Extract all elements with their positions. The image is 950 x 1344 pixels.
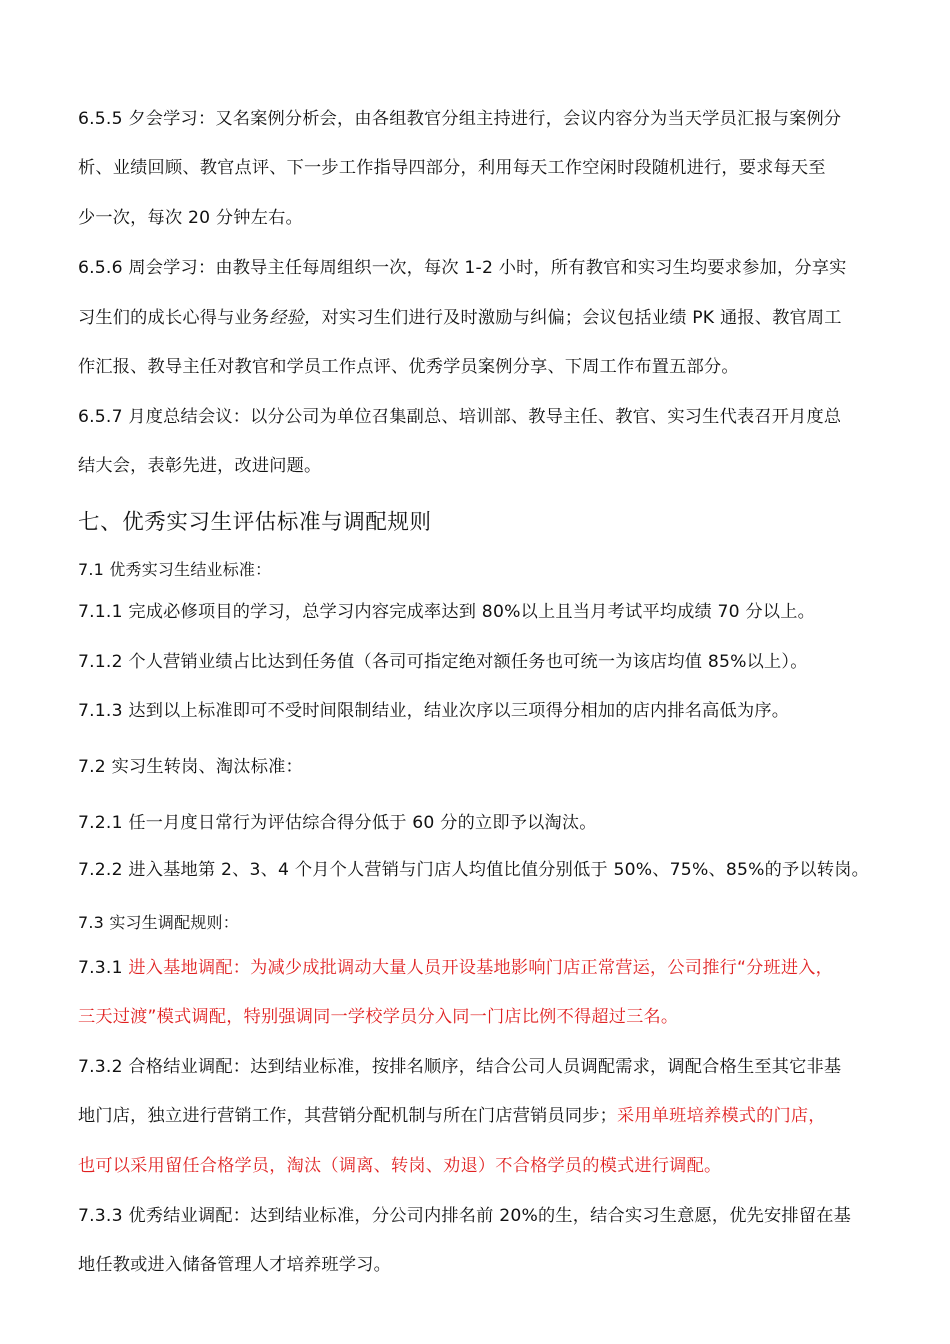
paragraph-6-5-5-line-1: 6.5.5 夕会学习：又名案例分析会，由各组教官分组主持进行，会议内容分为当天学员汇报与案例分 <box>78 109 842 129</box>
paragraph-6-5-7-line-2: 结大会，表彰先进，改进问题。 <box>78 456 322 476</box>
item-7-3-2-line-2 <box>78 1105 826 1127</box>
section-7-heading: 七、优秀实习生评估标准与调配规则 <box>78 510 432 535</box>
paragraph-6-5-6-line-3: 作汇报、教导主任对教官和学员工作点评、优秀学员案例分享、下周工作布置五部分。 <box>78 357 739 377</box>
highlighted-text: 进入基地调配：为减少成批调动大量人员开设基地影响门店正常营运，公司推行“分班进入， <box>128 958 834 978</box>
item-7-3-2-line-3: 也可以采用留任合格学员，淘汰（调离、转岗、劝退）不合格学员的模式进行调配。 <box>78 1156 722 1176</box>
item-7-1-3: 7.1.3 达到以上标准即可不受时间限制结业，结业次序以三项得分相加的店内排名高低为序。 <box>78 701 790 721</box>
paragraph-6-5-6-line-2 <box>78 307 842 329</box>
item-7-3-1-line-2: 三天过渡”模式调配，特别强调同一学校学员分入同一门店比例不得超过三名。 <box>78 1007 679 1027</box>
item-7-2-2: 7.2.2 进入基地第 2、3、4 个月个人营销与门店人均值比值分别低于 50%、75%、85%的予以转岗。 <box>78 860 869 880</box>
paragraph-6-5-5-line-2: 析、业绩回顾、教官点评、下一步工作指导四部分，利用每天工作空闲时段随机进行，要求每天至 <box>78 158 826 178</box>
subsection-7-1-title: 7.1 优秀实习生结业标准： <box>78 560 272 579</box>
item-7-3-2-line-1: 7.3.2 合格结业调配：达到结业标准，按排名顺序，结合公司人员调配需求，调配合格生至其它非基 <box>78 1057 842 1077</box>
subsection-7-3-title: 7.3 实习生调配规则： <box>78 913 239 932</box>
item-7-1-1: 7.1.1 完成必修项目的学习，总学习内容完成率达到 80%以上且当月考试平均成绩 70 分以上。 <box>78 602 816 622</box>
item-7-3-3-line-1: 7.3.3 优秀结业调配：达到结业标准，分公司内排名前 20%的生，结合实习生意愿，优先安排留在基 <box>78 1206 851 1226</box>
item-7-3-1-line-1 <box>78 957 833 979</box>
text-span: 地门店，独立进行营销工作，其营销分配机制与所在门店营销员同步； <box>78 1106 618 1126</box>
text-span: 对实习生们进行及时激励与纠偏；会议包括业绩 PK 通报、教官周工 <box>321 308 842 328</box>
item-7-3-3-line-2: 地任教或进入储备管理人才培养班学习。 <box>78 1255 391 1275</box>
italic-text-span: 经验， <box>269 308 322 328</box>
item-7-2-1: 7.2.1 任一月度日常行为评估综合得分低于 60 分的立即予以淘汰。 <box>78 813 597 833</box>
subsection-7-2-title: 7.2 实习生转岗、淘汰标准： <box>78 757 303 777</box>
text-span: 习生们的成长心得与业务 <box>78 308 270 328</box>
paragraph-6-5-7-line-1: 6.5.7 月度总结会议：以分公司为单位召集副总、培训部、教导主任、教官、实习生代表召开月度总 <box>78 407 842 427</box>
paragraph-6-5-5-line-3: 少一次，每次 20 分钟左右。 <box>78 208 303 228</box>
item-7-1-2: 7.1.2 个人营销业绩占比达到任务值（各司可指定绝对额任务也可统一为该店均值 85%以上）。 <box>78 652 808 672</box>
highlighted-text: 采用单班培养模式的门店， <box>617 1106 826 1126</box>
paragraph-6-5-6-line-1: 6.5.6 周会学习：由教导主任每周组织一次，每次 1-2 小时，所有教官和实习生均要求参加，分享实 <box>78 258 847 278</box>
item-number: 7.3.1 <box>78 958 129 978</box>
